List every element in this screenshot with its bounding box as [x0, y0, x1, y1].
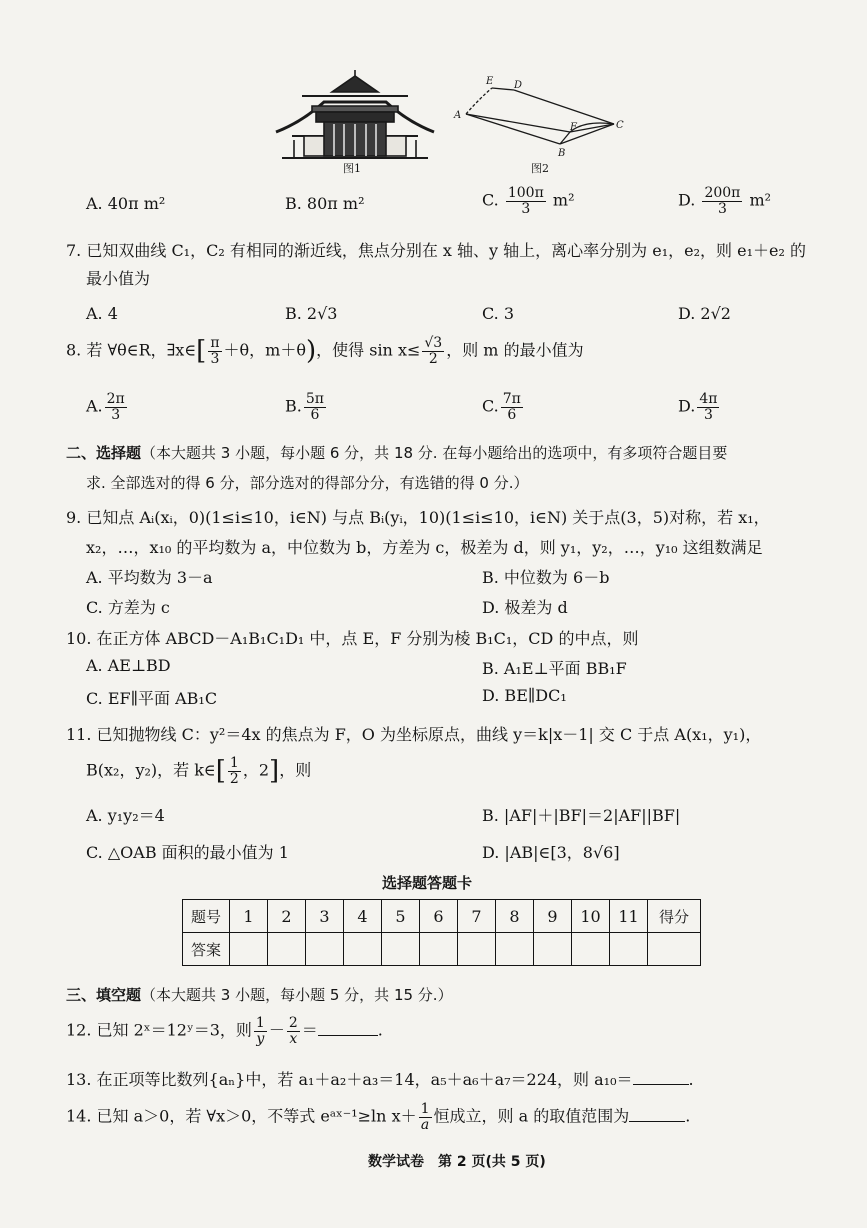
q9-option-c: C. 方差为 c: [86, 598, 170, 617]
answer-card-number: 9: [534, 900, 572, 933]
figure-2-diagram: [452, 72, 632, 162]
answer-card-number: 3: [306, 900, 344, 933]
q9-option-b: B. 中位数为 6－b: [482, 568, 610, 587]
q10-option-d: D. BE∥DC₁: [482, 686, 567, 705]
fig2-label-d: D: [514, 80, 523, 91]
q13-answer-blank[interactable]: [633, 1084, 689, 1085]
answer-cell[interactable]: [534, 933, 572, 966]
q7-option-b: B. 2√3: [285, 304, 338, 323]
q11-option-c: C. △OAB 面积的最小值为 1: [86, 843, 289, 862]
q8-option-c: C. $\frac{7\pi}{6}$: [482, 391, 521, 423]
fig2-label-e: E: [486, 76, 494, 87]
section-2-header-line2: 求. 全部选对的得 6 分，部分选对的得部分分，有选错的得 0 分.）: [86, 474, 529, 492]
q10-option-b: B. A₁E⊥平面 BB₁F: [482, 659, 627, 678]
q8-stem: 8. 若 ∀θ∈R，∃x∈[ $\frac{\pi}{3}$ ＋θ，m＋θ)，使得 sin x≤ $\frac{√3}{2}$ ，则 m 的最小值为: [66, 335, 584, 367]
page-footer: 数学试卷 第 2 页(共 5 页): [368, 1154, 546, 1170]
q7-stem-line1: 7. 已知双曲线 C₁，C₂ 有相同的渐近线，焦点分别在 x 轴、y 轴上，离心率分别为 e₁，e₂，则 e₁＋e₂ 的: [66, 241, 806, 260]
q6-option-d: D. $\frac{200\pi}{3}$ m²: [678, 185, 772, 217]
answer-card-answer-label: 答案: [183, 933, 230, 966]
answer-card-number: 11: [610, 900, 648, 933]
q9-stem-line2: x₂，…，x₁₀ 的平均数为 a，中位数为 b，方差为 c，极差为 d，则 y₁，y₂，…，y₁₀ 这组数满足: [86, 538, 763, 557]
fig2-label-f: F: [570, 122, 577, 133]
q12-answer-blank[interactable]: [318, 1035, 378, 1036]
figure-1-caption: 图1: [343, 162, 361, 175]
answer-card-row-numbers: [183, 900, 701, 933]
q11-option-b: B. |AF|＋|BF|＝2|AF||BF|: [482, 806, 681, 825]
answer-card-number: 7: [458, 900, 496, 933]
q7-option-c: C. 3: [482, 304, 515, 323]
section-3-header: 三、填空题（本大题共 3 小题，每小题 5 分，共 15 分.）: [66, 986, 453, 1004]
section-2-header: 二、选择题（本大题共 3 小题，每小题 6 分，共 18 分. 在每小题给出的选项中，有多项符合题目要: [66, 444, 728, 462]
q7-option-a: A. 4: [86, 304, 118, 323]
q6-option-b: B. 80π m²: [285, 194, 365, 213]
score-cell[interactable]: [648, 933, 701, 966]
fig2-label-a: A: [454, 110, 462, 121]
answer-card-number: 1: [230, 900, 268, 933]
q8-option-b: B. $\frac{5\pi}{6}$: [285, 391, 324, 423]
answer-cell[interactable]: [306, 933, 344, 966]
q10-option-a: A. AE⊥BD: [86, 656, 171, 675]
q14-answer-blank[interactable]: [629, 1121, 685, 1122]
answer-card-table: [182, 899, 701, 966]
q11-option-d: D. |AB|∈[3，8√6]: [482, 843, 620, 862]
q7-option-d: D. 2√2: [678, 304, 731, 323]
q14-stem: 14. 已知 a＞0，若 ∀x＞0，不等式 eᵃˣ⁻¹≥ln x＋ $\frac{1}{a}$ 恒成立，则 a 的取值范围为 .: [66, 1101, 691, 1133]
q11-stem-line1: 11. 已知抛物线 C：y²＝4x 的焦点为 F，O 为坐标原点，曲线 y＝k|x－1| 交 C 于点 A(x₁，y₁)，: [66, 725, 762, 744]
answer-cell[interactable]: [496, 933, 534, 966]
answer-cell[interactable]: [610, 933, 648, 966]
answer-card-number: 4: [344, 900, 382, 933]
answer-card-number: 6: [420, 900, 458, 933]
answer-card-number-label: 题号: [183, 900, 230, 933]
answer-cell[interactable]: [382, 933, 420, 966]
figure-2-caption: 图2: [531, 162, 549, 175]
answer-cell[interactable]: [420, 933, 458, 966]
answer-card-number: 2: [268, 900, 306, 933]
q7-stem-line2: 最小值为: [86, 269, 151, 288]
q10-option-c: C. EF∥平面 AB₁C: [86, 689, 218, 708]
answer-cell[interactable]: [344, 933, 382, 966]
fig2-label-c: C: [616, 120, 624, 131]
answer-card-row-answers: [183, 933, 701, 966]
q13-stem: 13. 在正项等比数列{aₙ}中，若 a₁＋a₂＋a₃＝14，a₅＋a₆＋a₇＝224，则 a₁₀＝ .: [66, 1070, 694, 1089]
q6-option-a: A. 40π m²: [86, 194, 166, 213]
q10-stem: 10. 在正方体 ABCD－A₁B₁C₁D₁ 中，点 E，F 分别为棱 B₁C₁，CD 的中点，则: [66, 629, 639, 648]
answer-cell[interactable]: [458, 933, 496, 966]
q8-option-d: D. $\frac{4\pi}{3}$: [678, 391, 718, 423]
fig2-label-b: B: [558, 148, 566, 159]
q11-stem-line2: B(x₂，y₂)，若 k∈[ $\frac{1}{2}$ ，2]，则: [86, 755, 312, 787]
answer-cell[interactable]: [230, 933, 268, 966]
answer-card-number: 5: [382, 900, 420, 933]
answer-card-number: 8: [496, 900, 534, 933]
q9-option-a: A. 平均数为 3－a: [86, 568, 213, 587]
answer-card-score-label: 得分: [648, 900, 701, 933]
q12-stem: 12. 已知 2ˣ＝12ʸ＝3，则 $\frac{1}{y}$ － $\frac{2}{x}$ ＝ .: [66, 1015, 383, 1047]
answer-card-title: 选择题答题卡: [382, 874, 473, 892]
q6-option-c: C. $\frac{100\pi}{3}$ m²: [482, 185, 575, 217]
figure-1-building: [272, 66, 438, 162]
q8-option-a: A. $\frac{2\pi}{3}$: [86, 391, 125, 423]
answer-cell[interactable]: [268, 933, 306, 966]
q9-option-d: D. 极差为 d: [482, 598, 568, 617]
q11-option-a: A. y₁y₂＝4: [86, 806, 165, 825]
answer-cell[interactable]: [572, 933, 610, 966]
answer-card-number: 10: [572, 900, 610, 933]
q9-stem-line1: 9. 已知点 Aᵢ(xᵢ，0)(1≤i≤10，i∈N) 与点 Bᵢ(yᵢ，10)(1≤i≤10，i∈N) 关于点(3，5)对称，若 x₁，: [66, 508, 770, 527]
